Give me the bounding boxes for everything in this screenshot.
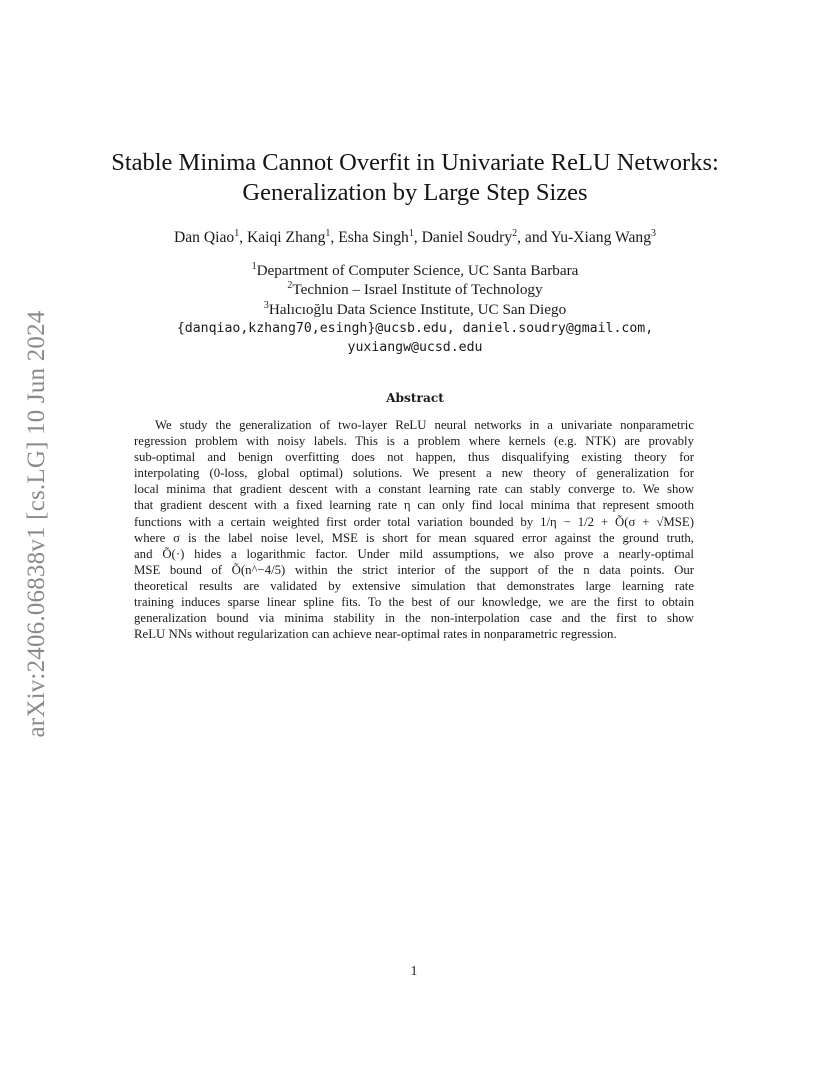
abstract-line: and Õ(·) hides a logarithmic factor. Under mild assumptions, we also prove a nearly-optimal: [134, 546, 694, 561]
abstract-line: where σ is the label noise level, MSE is short for mean squared error against the ground truth,: [134, 530, 694, 545]
affiliation-line: [90, 261, 740, 280]
affiliation-number: 1: [251, 260, 257, 272]
paper-title-line-1: Stable Minima Cannot Overfit in Univariate ReLU Networks:: [111, 149, 719, 176]
abstract-line: sub-optimal and benign overfitting does not happen, thus disqualifying existing theory for: [134, 450, 694, 465]
abstract-heading: Abstract: [386, 391, 444, 405]
email-line-1: {danqiao,kzhang70,esingh}@ucsb.edu, daniel.soudry@gmail.com,: [176, 320, 654, 336]
author-name: Daniel Soudry: [421, 229, 513, 246]
author-name: Kaiqi Zhang: [247, 229, 326, 246]
abstract-line: interpolating (0-loss, global optimal) solutions. We present a new theory of generalization for: [134, 466, 694, 481]
affiliations-block: [90, 261, 740, 357]
arxiv-identifier-stamp: arXiv:2406.06838v1 [cs.LG] 10 Jun 2024: [23, 310, 50, 738]
author-list: Dan Qiao$^1$, Kaiqi Zhang$^1$, Esha Singh$^1$, Daniel Soudry$^2$, and Yu-Xiang Wang$^3$: [174, 227, 656, 246]
email-line-2: yuxiangw@ucsd.edu: [347, 340, 483, 356]
author-affiliation-mark: 2: [512, 227, 518, 239]
affiliation-text: Department of Computer Science, UC Santa Barbara: [256, 262, 579, 279]
author-name: Dan Qiao: [174, 229, 235, 246]
abstract-line: MSE bound of Õ(n^−4/5) within the strict interior of the support of the n data points. Our: [134, 562, 694, 577]
affiliation-line: [90, 280, 740, 299]
abstract-line: generalization bound via minima stability in the non-interpolation case and the first to show: [134, 611, 694, 626]
author-affiliation-mark: 1: [325, 227, 331, 239]
abstract-body: [134, 417, 694, 642]
author-affiliation-mark: 3: [651, 227, 656, 239]
page-number: 1: [410, 963, 418, 978]
abstract-line: that gradient descent with a fixed learning rate η can only find local minima that represent smooth: [134, 498, 694, 513]
paper-title: [90, 148, 740, 208]
affiliation-line: [90, 300, 740, 319]
author-name: Yu-Xiang Wang: [550, 229, 651, 246]
abstract-line: theoretical results are validated by extensive simulation that demonstrates large learning rate: [134, 578, 694, 593]
author-affiliation-mark: 1: [408, 227, 414, 239]
paper-title-line-2: Generalization by Large Step Sizes: [242, 179, 588, 206]
affiliation-text: Technion – Israel Institute of Technology: [292, 281, 543, 299]
author-affiliation-mark: 1: [234, 227, 240, 239]
affiliation-text: Halıcıoğlu Data Science Institute, UC San Diego: [268, 300, 567, 318]
abstract-line: functions with a certain weighted first order total variation bounded by 1/η − 1/2 + Õ(σ + √MSE): [134, 514, 694, 529]
affiliation-number: 2: [287, 280, 293, 292]
abstract-line: regression problem with noisy labels. This is a problem where kernels (e.g. NTK) are provably: [134, 434, 694, 449]
abstract-line: local minima that gradient descent with a constant learning rate can stably converge to. We show: [134, 482, 694, 497]
affiliation-number: 3: [263, 299, 269, 311]
abstract-line: training induces sparse linear spline fits. To the best of our knowledge, we are the first to obtain: [134, 595, 694, 610]
author-name: Esha Singh: [338, 229, 409, 246]
abstract-line: We study the generalization of two-layer ReLU neural networks in a univariate nonparametric: [155, 418, 694, 432]
abstract-line: ReLU NNs without regularization can achieve near-optimal rates in nonparametric regression.: [134, 627, 617, 642]
